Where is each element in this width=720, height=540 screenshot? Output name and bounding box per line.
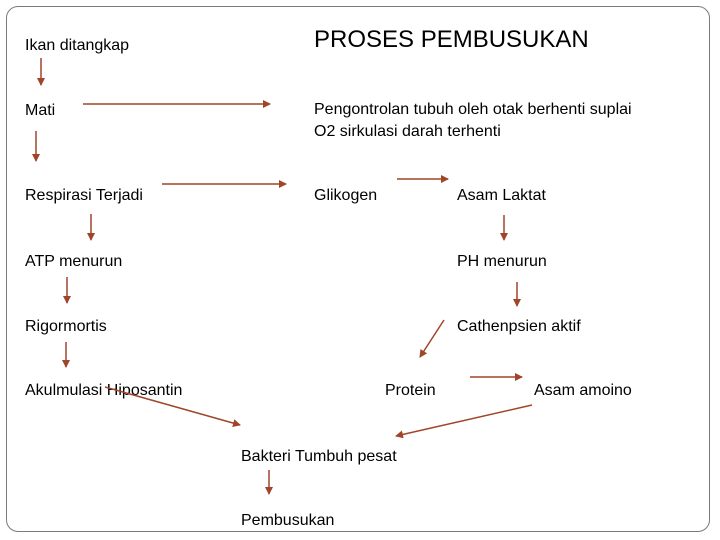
node-glikogen: Glikogen <box>314 187 378 204</box>
node-pembusukan: Pembusukan <box>241 512 335 529</box>
arrow-cathenpsien-to-protein <box>420 320 444 357</box>
node-ikan-ditangkap: Ikan ditangkap <box>25 37 130 54</box>
node-mati: Mati <box>25 102 56 119</box>
node-bakteri-tumbuh-pesat: Bakteri Tumbuh pesat <box>241 448 397 465</box>
node-protein: Protein <box>385 382 436 399</box>
node-rigormortis: Rigormortis <box>25 318 107 335</box>
node-akumulasi-hiposantin: Akulmulasi Hiposantin <box>25 382 183 399</box>
node-asam-laktat: Asam Laktat <box>457 187 546 204</box>
node-respirasi-terjadi: Respirasi Terjadi <box>25 187 143 204</box>
arrow-asam-amino-to-bakteri <box>396 405 532 436</box>
node-asam-amino: Asam amoino <box>534 382 632 399</box>
node-pengontrolan-line2: O2 sirkulasi darah terhenti <box>314 123 501 140</box>
node-pengontrolan-line1: Pengontrolan tubuh oleh otak berhenti suplai <box>314 101 632 118</box>
arrow-akumulasi-to-bakteri <box>105 387 240 425</box>
diagram-title: PROSES PEMBUSUKAN <box>314 26 589 53</box>
node-cathenpsien-aktif: Cathenpsien aktif <box>457 318 581 335</box>
node-ph-menurun: PH menurun <box>457 253 547 270</box>
node-atp-menurun: ATP menurun <box>25 253 123 270</box>
